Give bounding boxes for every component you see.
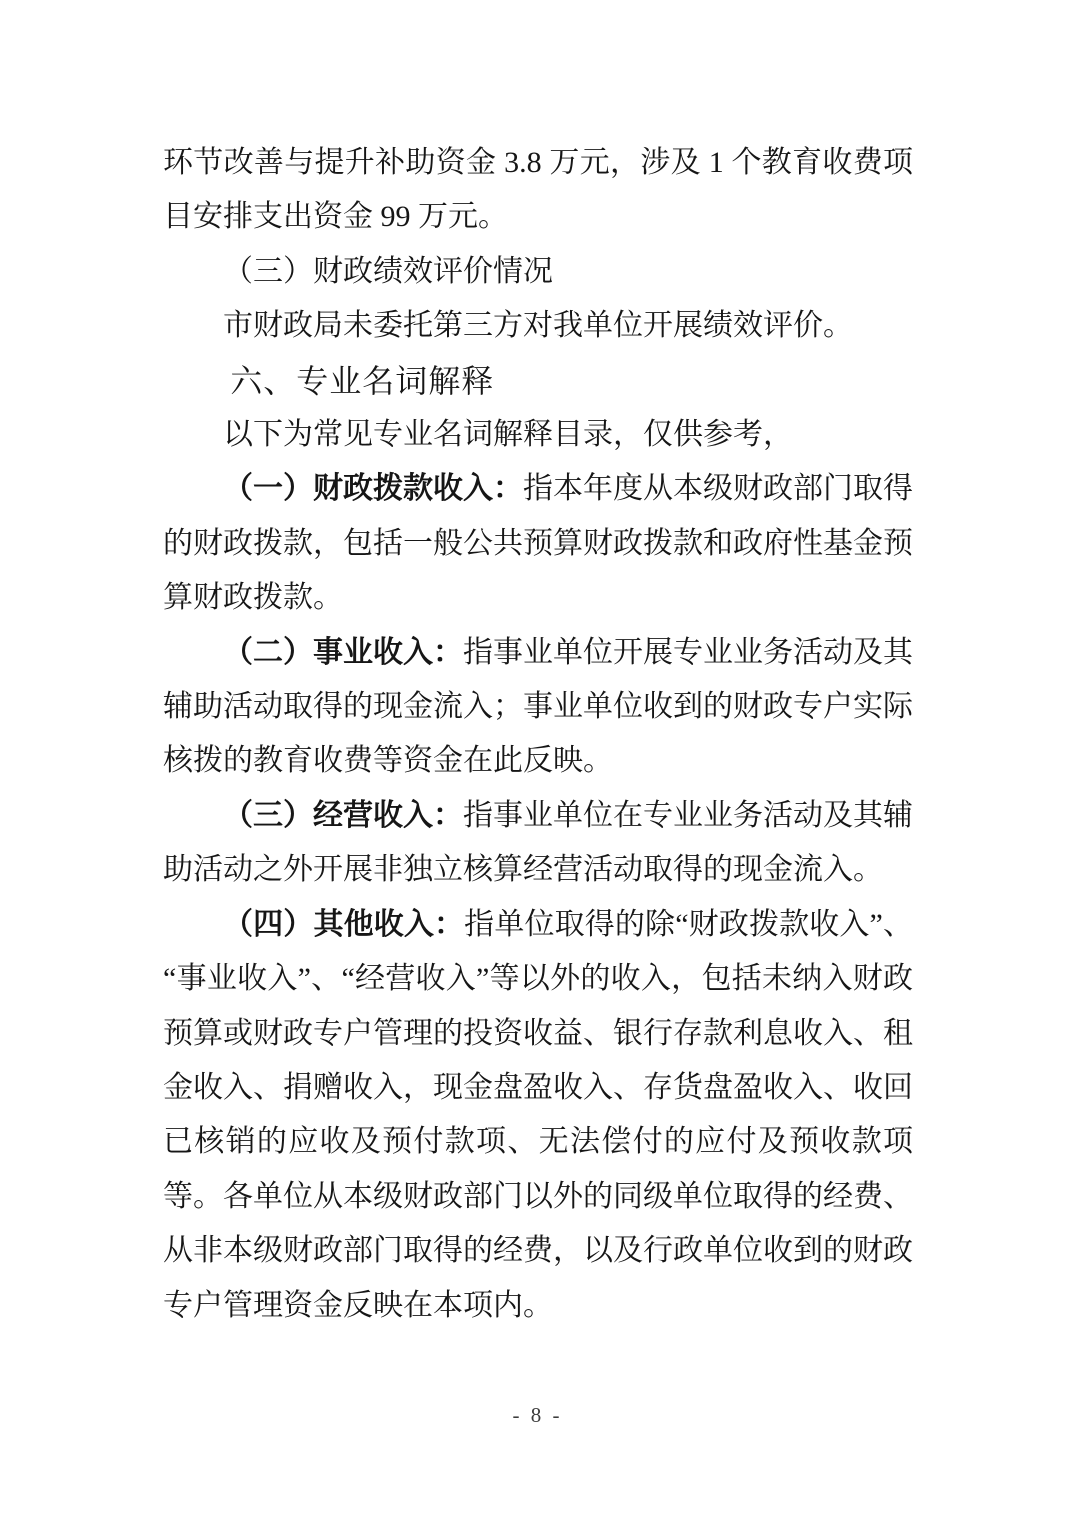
term-label-other-income: （四）其他收入： (223, 907, 465, 941)
term-text-institutional-income: 指事业单位开展专业业务活动及其辅助活动取得的现金流入；事业单位收到的财政专户实际核拨的教育收费等资金在此反映。 (163, 635, 913, 778)
term-definition-fiscal-appropriation-income (163, 462, 913, 625)
term-label-institutional-income: （二）事业收入： (223, 635, 463, 669)
page-number: - 8 - (512, 1403, 563, 1427)
term-text-other-income: 指单位取得的除“财政拨款收入”、“事业收入”、“经营收入”等以外的收入，包括未纳入财政预算或财政专户管理的投资收益、银行存款利息收入、租金收入、捐赠收入，现金盘盈收入、存货盘盈收入、收回已核销的应收及预付款项、无法偿付的应付及预收款项等。各单位从本级财政部门以外的同级单位取得的经费、从非本级财政部门取得的经费，以及行政单位收到的财政专户管理资金反映在本项内。 (163, 907, 913, 1322)
paragraph-performance-evaluation: 市财政局未委托第三方对我单位开展绩效评价。 (223, 309, 853, 343)
term-definition-operating-income (163, 789, 913, 898)
term-label-fiscal-appropriation-income: （一）财政拨款收入： (223, 472, 523, 506)
document-body (163, 136, 913, 1333)
section-heading-performance-evaluation: （三）财政绩效评价情况 (223, 254, 553, 288)
paragraph-terminology-intro: 以下为常见专业名词解释目录，仅供参考， (223, 418, 793, 452)
term-definition-institutional-income (163, 626, 913, 789)
term-text-operating-income: 指事业单位在专业业务活动及其辅助活动之外开展非独立核算经营活动取得的现金流入。 (163, 798, 913, 887)
term-definition-other-income (163, 898, 913, 1333)
term-text-fiscal-appropriation-income: 指本年度从本级财政部门取得的财政拨款，包括一般公共预算财政拨款和政府性基金预算财政拨款。 (163, 472, 913, 615)
section-heading-terminology: 六、专业名词解释 (230, 362, 495, 399)
term-label-operating-income: （三）经营收入： (223, 798, 463, 832)
paragraph-funds-continuation: 环节改善与提升补助资金 3.8 万元，涉及 1 个教育收费项目安排支出资金 99 万元。 (163, 146, 913, 234)
